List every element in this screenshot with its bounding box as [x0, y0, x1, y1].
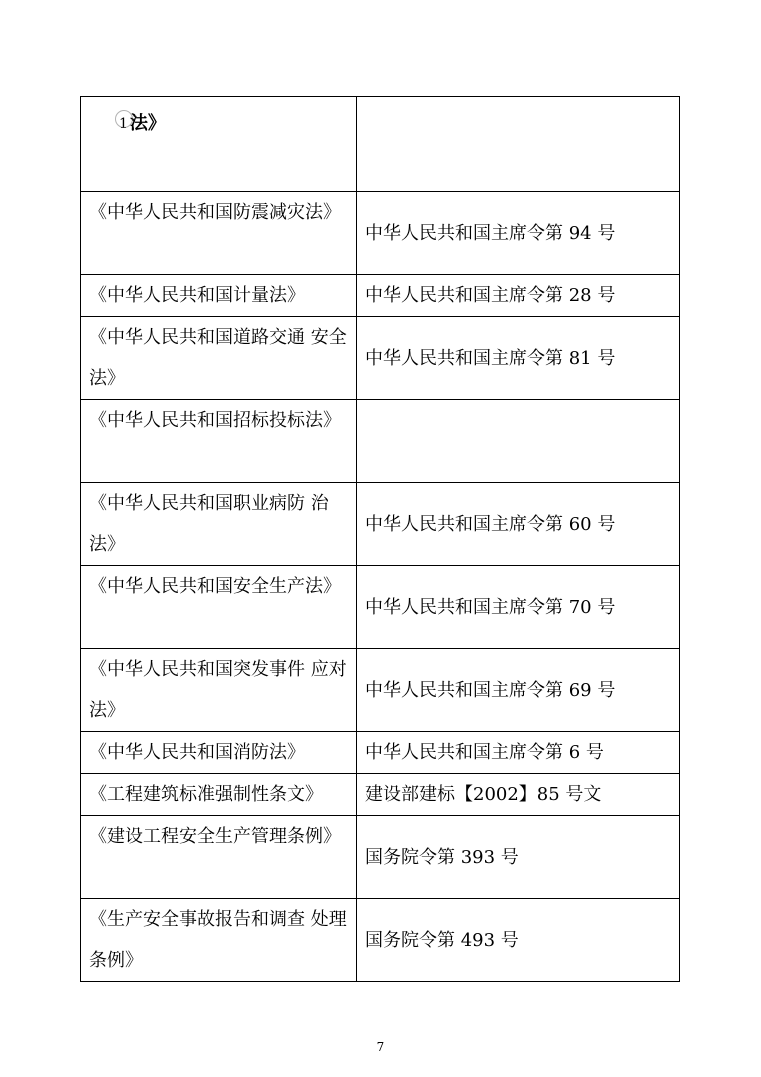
table-row: [81, 97, 680, 192]
law-name-cell: [81, 192, 357, 275]
document-number-cell: 中华人民共和国主席令第 70 号: [357, 566, 680, 649]
table-row: [81, 317, 680, 400]
law-name-text: 《中华人民共和国计量法》: [89, 285, 305, 306]
table-row: [81, 816, 680, 899]
first-law-fragment: [89, 111, 348, 137]
document-number-cell: 中华人民共和国主席令第 60 号: [357, 483, 680, 566]
law-name-cell: [81, 275, 357, 317]
law-name-cell: [81, 483, 357, 566]
document-number-cell: 中华人民共和国主席令第 94 号: [357, 192, 680, 275]
document-number-cell: 建设部建标【2002】85 号文: [357, 774, 680, 816]
table-row: [81, 400, 680, 483]
table-row: [81, 566, 680, 649]
document-number-cell: [357, 400, 680, 483]
law-name-text: 《中华人民共和国突发事件 应对法》: [89, 659, 347, 721]
document-number-cell: 国务院令第 393 号: [357, 816, 680, 899]
law-name-cell: [81, 899, 357, 982]
law-name-cell: [81, 816, 357, 899]
regulations-table: [80, 96, 680, 982]
law-name-text: 《生产安全事故报告和调查 处理条例》: [89, 909, 347, 971]
document-number-cell: 中华人民共和国主席令第 81 号: [357, 317, 680, 400]
law-name-cell: [81, 649, 357, 732]
law-name-text: 《中华人民共和国消防法》: [89, 742, 305, 763]
table-row: [81, 649, 680, 732]
law-name-cell: [81, 317, 357, 400]
law-name-text: 法》: [129, 113, 166, 134]
law-name-text: 《工程建筑标准强制性条文》: [89, 784, 323, 805]
row-number-label: 1: [119, 111, 128, 137]
table-row: [81, 483, 680, 566]
table-row: [81, 192, 680, 275]
law-name-cell: [81, 774, 357, 816]
table-row: [81, 275, 680, 317]
regulations-table-body: [81, 97, 680, 982]
law-name-cell: [81, 97, 357, 192]
law-name-cell: [81, 732, 357, 774]
document-number-cell: 中华人民共和国主席令第 69 号: [357, 649, 680, 732]
document-number-cell: 中华人民共和国主席令第 28 号: [357, 275, 680, 317]
law-name-text: 《中华人民共和国职业病防 治法》: [89, 493, 329, 555]
law-name-text: 《中华人民共和国安全生产法》: [89, 576, 341, 597]
page-number: 7: [376, 1040, 385, 1054]
document-number-cell: 国务院令第 493 号: [357, 899, 680, 982]
law-name-cell: [81, 400, 357, 483]
document-number-cell: [357, 97, 680, 192]
law-name-text: 《中华人民共和国招标投标法》: [89, 410, 341, 431]
law-name-text: 《中华人民共和国防震减灾法》: [89, 202, 341, 223]
document-number-cell: 中华人民共和国主席令第 6 号: [357, 732, 680, 774]
table-row: [81, 774, 680, 816]
law-name-cell: [81, 566, 357, 649]
law-name-text: 《中华人民共和国道路交通 安全法》: [89, 327, 347, 389]
table-row: [81, 899, 680, 982]
law-name-text: 《建设工程安全生产管理条例》: [89, 826, 341, 847]
table-row: [81, 732, 680, 774]
